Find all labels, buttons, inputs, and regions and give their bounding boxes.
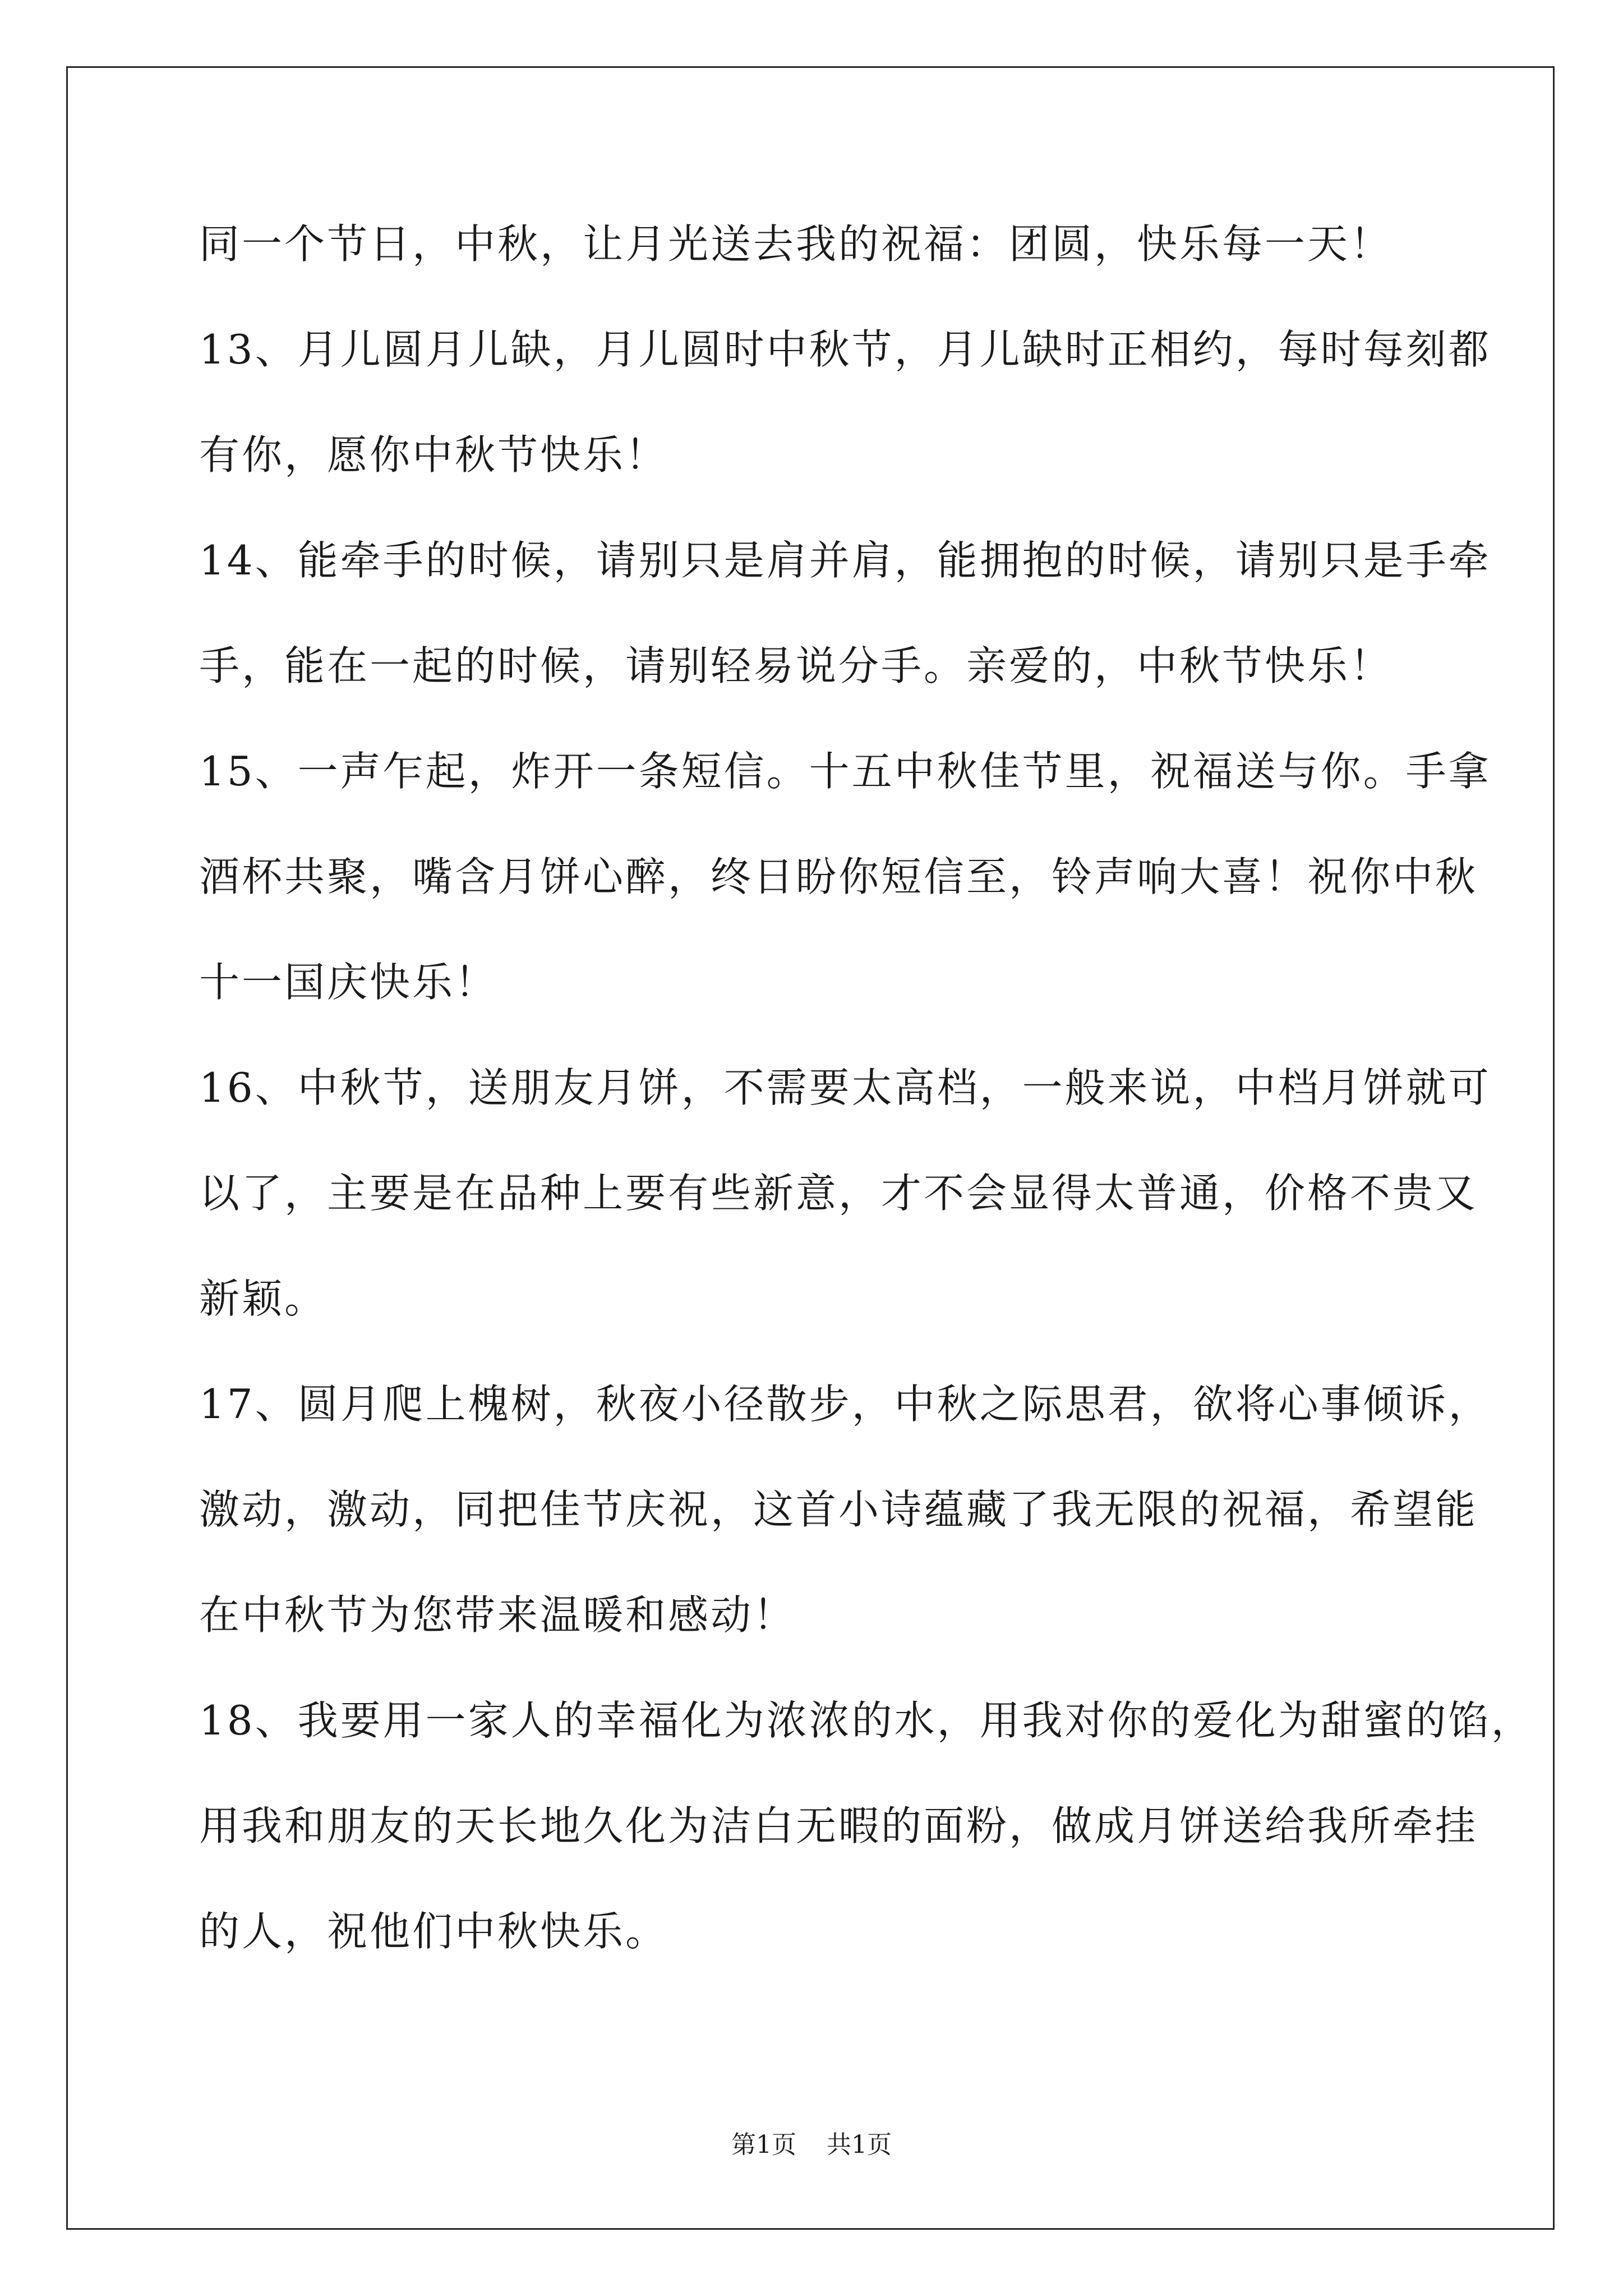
text-line: 15、一声乍起，炸开一条短信。十五中秋佳节里，祝福送与你。手拿 — [199, 748, 1491, 795]
page-number-current: 第1页 — [731, 2131, 796, 2159]
text-line: 有你，愿你中秋节快乐！ — [199, 431, 668, 478]
text-line: 在中秋节为您带来温暖和感动！ — [199, 1591, 796, 1639]
text-line: 的人，祝他们中秋快乐。 — [199, 1908, 668, 1955]
text-line: 激动，激动，同把佳节庆祝，这首小诗蕴藏了我无限的祝福，希望能 — [199, 1486, 1478, 1533]
text-line: 酒杯共聚，嘴含月饼心醉，终日盼你短信至，铃声响大喜！祝你中秋 — [199, 853, 1478, 900]
text-line: 新颖。 — [199, 1275, 328, 1322]
text-line: 用我和朋友的天长地久化为洁白无暇的面粉，做成月饼送给我所牵挂 — [199, 1802, 1478, 1849]
text-line: 十一国庆快乐！ — [199, 959, 498, 1006]
text-line: 手，能在一起的时候，请别轻易说分手。亲爱的，中秋节快乐！ — [199, 642, 1393, 689]
document-body — [199, 218, 1534, 2010]
text-line: 同一个节日，中秋，让月光送去我的祝福：团圆，快乐每一天！ — [199, 220, 1393, 268]
text-line: 16、中秋节，送朋友月饼，不需要太高档，一般来说，中档月饼就可 — [199, 1064, 1491, 1111]
page-footer — [0, 2128, 1623, 2162]
text-line: 17、圆月爬上槐树，秋夜小径散步，中秋之际思君，欲将心事倾诉， — [199, 1381, 1491, 1428]
text-line: 13、月儿圆月儿缺，月儿圆时中秋节，月儿缺时正相约，每时每刻都 — [199, 326, 1491, 373]
text-line: 18、我要用一家人的幸福化为浓浓的水，用我对你的爱化为甜蜜的馅， — [199, 1697, 1534, 1744]
text-line: 14、能牵手的时候，请别只是肩并肩，能拥抱的时候，请别只是手牵 — [199, 537, 1491, 584]
page-number-total: 共1页 — [827, 2131, 892, 2159]
text-line: 以了，主要是在品种上要有些新意，才不会显得太普通，价格不贵又 — [199, 1170, 1478, 1217]
